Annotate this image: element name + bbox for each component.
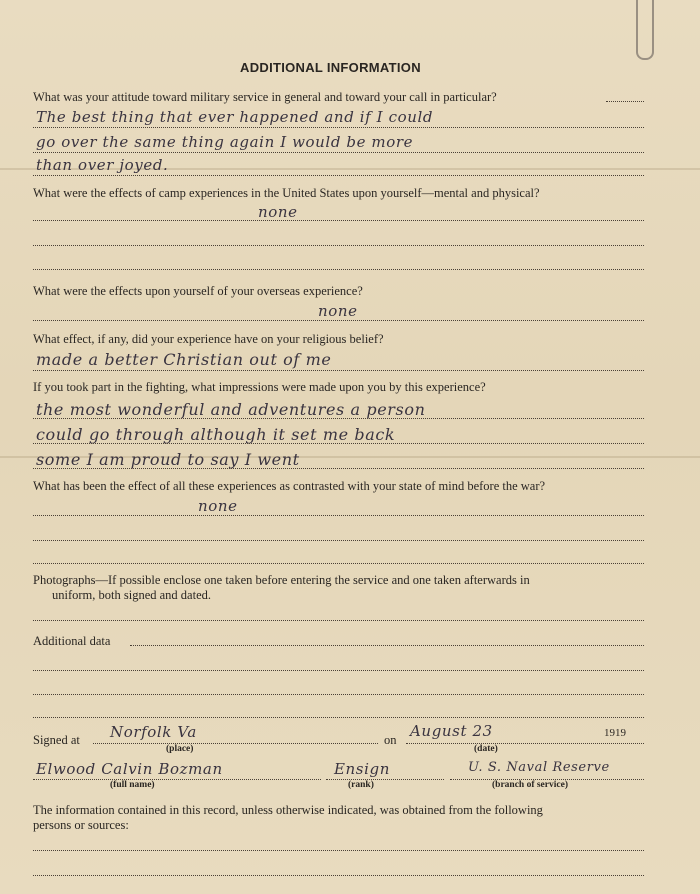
question-camp-effects: What were the effects of camp experiences in the United States upon yourself—mental and physical?: [33, 186, 540, 200]
answer-line: [33, 220, 644, 221]
answer-camp-effects: none: [258, 203, 298, 221]
answer-line: [33, 515, 644, 516]
answer-line: [33, 468, 644, 469]
sources-statement-line-1: The information contained in this record, unless otherwise indicated, was obtained from the following: [33, 803, 543, 817]
date-value: August 23: [410, 722, 493, 740]
place-caption: (place): [166, 744, 194, 754]
answer-line: [33, 269, 644, 270]
answer-religious: made a better Christian out of me: [36, 350, 332, 369]
answer-line: [33, 563, 644, 564]
answer-line: [33, 245, 644, 246]
sources-statement-line-2: persons or sources:: [33, 818, 129, 832]
answer-state-of-mind: none: [198, 497, 238, 515]
full-name-caption: (full name): [110, 780, 155, 790]
paper-clip: [636, 0, 654, 60]
answer-attitude-line-1: The best thing that ever happened and if I could: [36, 108, 434, 126]
rank-line: [326, 779, 444, 780]
answer-line: [33, 418, 644, 419]
photographs-instruction-line-2: uniform, both signed and dated.: [52, 588, 211, 602]
answer-fighting-line-2: could go through although it set me back: [36, 425, 396, 444]
answer-attitude-line-3: than over joyed.: [36, 156, 169, 174]
question-religious: What effect, if any, did your experience have on your religious belief?: [33, 332, 384, 346]
answer-line: [33, 875, 644, 876]
full-name-value: Elwood Calvin Bozman: [36, 760, 223, 778]
additional-data-label: Additional data: [33, 634, 111, 648]
answer-line: [33, 850, 644, 851]
date-year: 1919: [604, 727, 626, 739]
answer-line: [33, 670, 644, 671]
answer-line: [33, 127, 644, 128]
branch-value: U. S. Naval Reserve: [468, 760, 610, 775]
place-line: [93, 743, 378, 744]
signed-at-label: Signed at: [33, 733, 80, 747]
question-attitude: What was your attitude toward military service in general and toward your call in particular?: [33, 90, 497, 104]
date-line: [406, 743, 644, 744]
answer-line: [33, 717, 644, 718]
question-state-of-mind: What has been the effect of all these experiences as contrasted with your state of mind before the war?: [33, 479, 546, 493]
date-caption: (date): [474, 744, 498, 754]
photographs-instruction-line-1: Photographs—If possible enclose one taken before entering the service and one taken afterwards in: [33, 573, 530, 587]
answer-line: [130, 645, 644, 646]
place-value: Norfolk Va: [110, 723, 197, 741]
answer-fighting-line-1: the most wonderful and adventures a person: [36, 400, 426, 419]
answer-overseas: none: [318, 302, 358, 320]
answer-line: [606, 101, 644, 102]
answer-line: [33, 540, 644, 541]
answer-line: [33, 620, 644, 621]
answer-line: [33, 320, 644, 321]
answer-line: [33, 175, 644, 176]
answer-fighting-line-3: some I am proud to say I went: [36, 450, 300, 469]
question-fighting: If you took part in the fighting, what impressions were made upon you by this experience?: [33, 380, 486, 394]
rank-value: Ensign: [334, 760, 390, 778]
answer-line: [33, 370, 644, 371]
question-overseas: What were the effects upon yourself of your overseas experience?: [33, 284, 363, 298]
branch-caption: (branch of service): [492, 780, 568, 790]
rank-caption: (rank): [348, 780, 374, 790]
on-label: on: [384, 733, 397, 747]
answer-line: [33, 152, 644, 153]
full-name-line: [33, 779, 321, 780]
form-title: ADDITIONAL INFORMATION: [240, 60, 421, 75]
answer-attitude-line-2: go over the same thing again I would be more: [36, 133, 414, 151]
answer-line: [33, 443, 644, 444]
answer-line: [33, 694, 644, 695]
